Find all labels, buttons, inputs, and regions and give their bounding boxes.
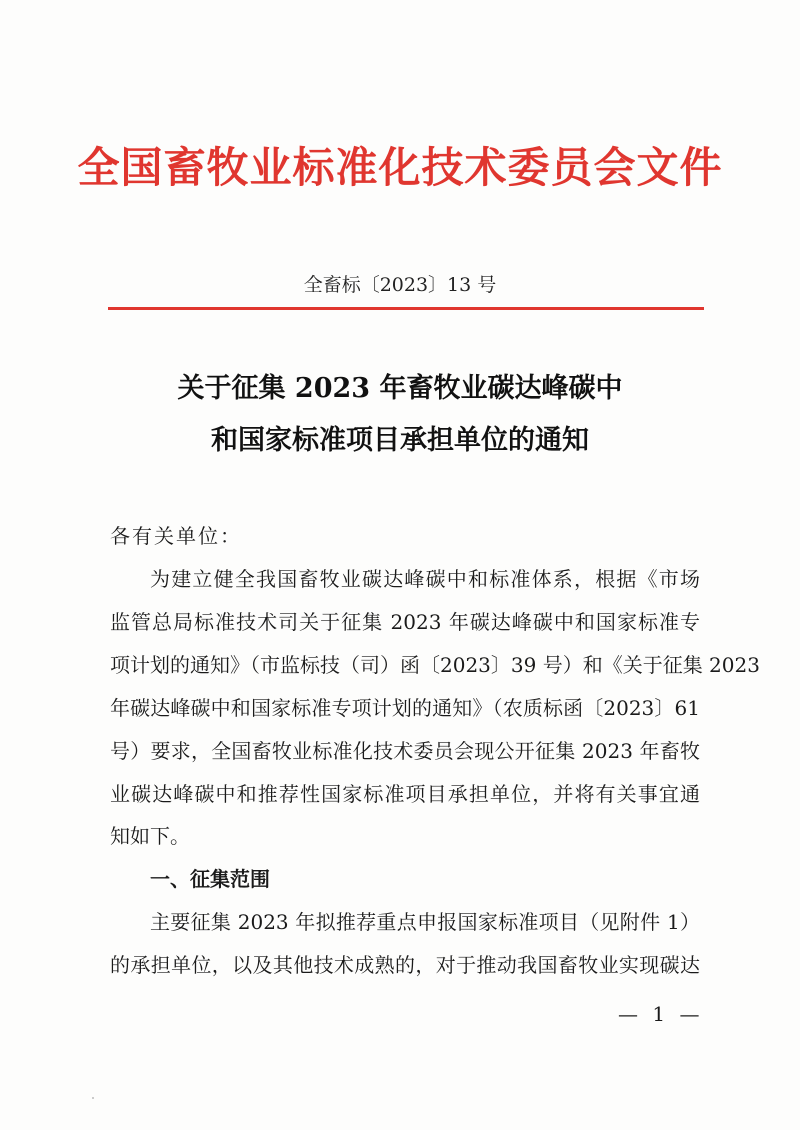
salutation: 各有关单位： xyxy=(110,524,242,548)
paragraph-1-line-5: 号）要求，全国畜牧业标准化技术委员会现公开征集 2023 年畜牧 xyxy=(110,739,700,763)
paragraph-1-line-3: 项计划的通知》（市监标技（司）函〔2023〕39 号）和《关于征集 2023 xyxy=(110,653,760,677)
notice-title-line-1: 关于征集 2023 年畜牧业碳达峰碳中 xyxy=(177,373,623,404)
paragraph-1-line-1: 为建立健全我国畜牧业碳达峰碳中和标准体系，根据《市场 xyxy=(150,567,700,591)
document-number: 全畜标〔2023〕13 号 xyxy=(303,274,497,296)
section-1-line-2: 的承担单位，以及其他技术成熟的，对于推动我国畜牧业实现碳达 xyxy=(110,953,700,977)
paragraph-1-line-6: 业碳达峰碳中和推荐性国家标准项目承担单位，并将有关事宜通 xyxy=(110,782,700,806)
notice-title-line-2: 和国家标准项目承担单位的通知 xyxy=(211,425,589,456)
page-number: — 1 — xyxy=(618,1002,704,1026)
org-title: 全国畜牧业标准化技术委员会文件 xyxy=(77,143,723,192)
paragraph-1-line-4: 年碳达峰碳中和国家标准专项计划的通知》（农质标函〔2023〕61 xyxy=(110,696,700,720)
paragraph-1-line-2: 监管总局标准技术司关于征集 2023 年碳达峰碳中和国家标准专 xyxy=(110,610,700,634)
section-1-line-1: 主要征集 2023 年拟推荐重点申报国家标准项目（见附件 1） xyxy=(150,910,700,934)
red-divider-line xyxy=(108,307,704,310)
section-1-heading: 一、征集范围 xyxy=(150,867,270,891)
paragraph-1-line-7: 知如下。 xyxy=(110,824,190,848)
scan-speck xyxy=(92,1097,94,1099)
